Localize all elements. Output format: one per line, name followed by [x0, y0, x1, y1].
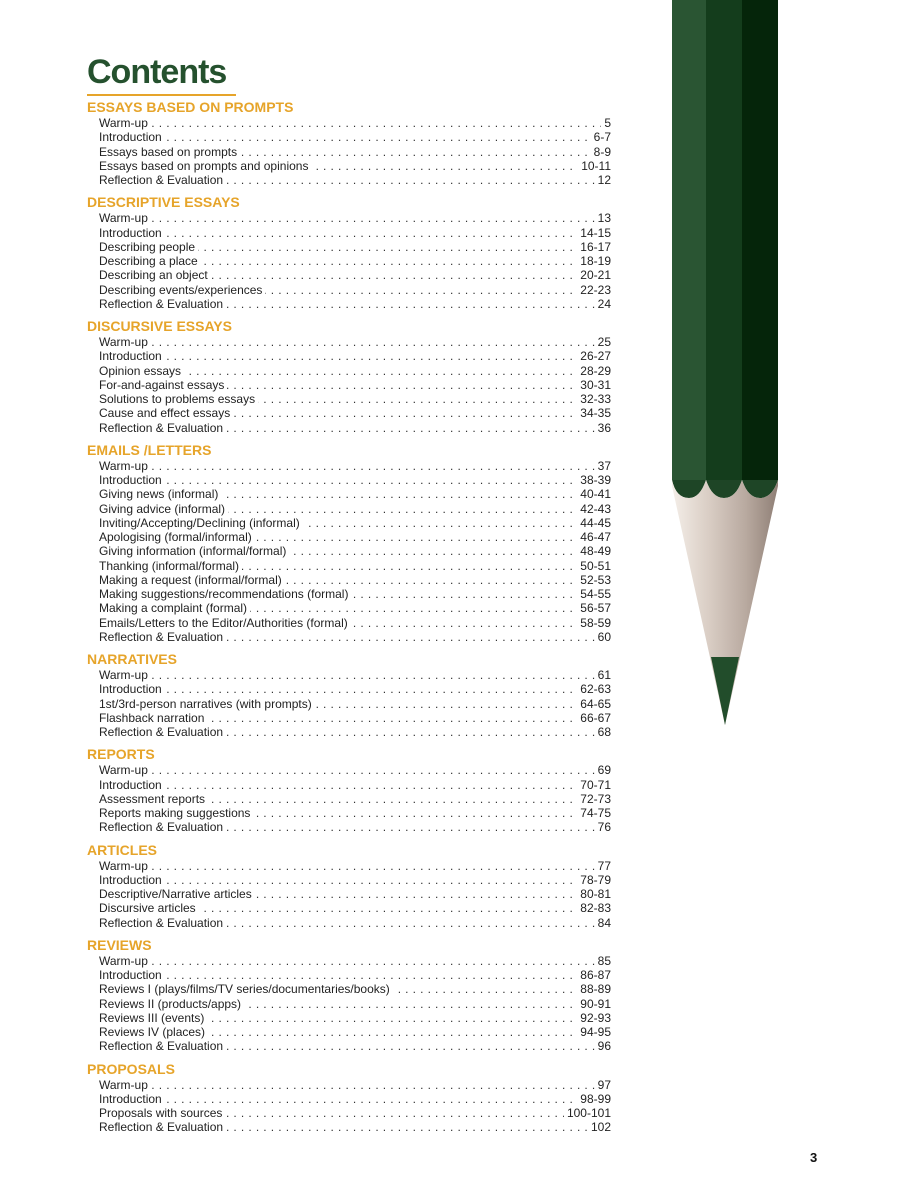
entry-page-number: 32-33 — [577, 392, 611, 406]
entry-page-number: 18-19 — [577, 254, 611, 268]
entry-page-number: 8-9 — [591, 145, 611, 159]
entry-label: Making suggestions/recommendations (formal) — [99, 587, 351, 601]
entry-page-number: 96 — [595, 1039, 611, 1053]
entry-label: Describing an object — [99, 268, 211, 282]
toc-entry — [99, 335, 613, 349]
entry-page-number: 98-99 — [577, 1092, 611, 1106]
entry-page-number: 102 — [588, 1120, 611, 1134]
entry-page-number: 13 — [595, 211, 611, 225]
entry-page-number: 80-81 — [577, 887, 611, 901]
toc-entry — [99, 616, 613, 630]
toc-section — [87, 441, 613, 644]
entry-page-number: 10-11 — [578, 159, 611, 173]
entry-label: Reflection & Evaluation — [99, 630, 226, 644]
toc-entry — [99, 364, 613, 378]
section-heading: ESSAYS BASED ON PROMPTS — [87, 99, 294, 115]
toc-entry — [99, 1120, 613, 1134]
pencil-illustration — [660, 0, 790, 740]
toc-entry — [99, 630, 613, 644]
entry-label: Warm-up — [99, 335, 151, 349]
entry-page-number: 20-21 — [577, 268, 611, 282]
toc-entry — [99, 954, 613, 968]
entry-label: Reviews I (plays/films/TV series/documentaries/books) — [99, 982, 393, 996]
entry-label: Descriptive/Narrative articles — [99, 887, 255, 901]
toc-entry — [99, 711, 613, 725]
entry-page-number: 12 — [595, 173, 611, 187]
section-heading: DISCURSIVE ESSAYS — [87, 318, 232, 334]
entry-label: Warm-up — [99, 954, 151, 968]
entry-label: Describing events/experiences — [99, 283, 265, 297]
entry-label: Introduction — [99, 130, 165, 144]
section-heading: PROPOSALS — [87, 1060, 175, 1077]
page-title: Contents — [87, 53, 227, 91]
entry-label: Reflection & Evaluation — [99, 297, 226, 311]
toc-entry — [99, 459, 613, 473]
section-heading: REVIEWS — [87, 936, 152, 953]
toc-section — [87, 193, 613, 311]
entry-page-number: 77 — [595, 859, 611, 873]
entry-label: Essays based on prompts — [99, 145, 240, 159]
toc-entry — [99, 820, 613, 834]
section-heading: NARRATIVES — [87, 651, 177, 667]
toc-entry — [99, 297, 613, 311]
entry-page-number: 72-73 — [577, 792, 611, 806]
toc-entry — [99, 473, 613, 487]
entry-label: Introduction — [99, 968, 165, 982]
toc-entry — [99, 725, 613, 739]
entry-page-number: 82-83 — [577, 901, 611, 915]
toc-section — [87, 650, 613, 739]
entry-page-number: 100-101 — [564, 1106, 611, 1120]
entry-page-number: 76 — [595, 820, 611, 834]
section-heading: REPORTS — [87, 746, 155, 763]
toc-entry — [99, 530, 613, 544]
entry-label: Warm-up — [99, 116, 151, 130]
entry-page-number: 38-39 — [577, 473, 611, 487]
toc-entry — [99, 1092, 613, 1106]
toc-section — [87, 317, 613, 435]
table-of-contents — [87, 98, 613, 1141]
toc-entry — [99, 997, 613, 1011]
entry-label: Describing a place — [99, 254, 201, 268]
toc-section — [87, 98, 613, 187]
entry-label: Introduction — [99, 473, 165, 487]
entry-label: Emails/Letters to the Editor/Authorities (formal) — [99, 616, 351, 630]
entry-label: Reviews II (products/apps) — [99, 997, 244, 1011]
entry-page-number: 36 — [595, 421, 611, 435]
entry-label: Warm-up — [99, 763, 151, 777]
entry-label: Flashback narration — [99, 711, 207, 725]
entry-page-number: 85 — [595, 954, 611, 968]
entry-label: Reflection & Evaluation — [99, 421, 226, 435]
entry-page-number: 62-63 — [577, 682, 611, 696]
toc-section — [87, 745, 613, 834]
entry-label: Making a complaint (formal) — [99, 601, 250, 615]
entry-page-number: 60 — [595, 630, 611, 644]
entry-page-number: 26-27 — [577, 349, 611, 363]
entry-page-number: 6-7 — [591, 130, 611, 144]
toc-entry — [99, 349, 613, 363]
toc-section — [87, 936, 613, 1054]
entry-label: Introduction — [99, 226, 165, 240]
toc-entry — [99, 145, 613, 159]
toc-entry — [99, 697, 613, 711]
entry-label: Reviews III (events) — [99, 1011, 207, 1025]
entry-label: Thanking (informal/formal) — [99, 559, 242, 573]
page-number: 3 — [810, 1150, 818, 1165]
entry-label: Giving advice (informal) — [99, 502, 228, 516]
entry-label: Apologising (formal/informal) — [99, 530, 255, 544]
toc-entry — [99, 668, 613, 682]
toc-entry — [99, 859, 613, 873]
entry-page-number: 61 — [595, 668, 611, 682]
entry-page-number: 14-15 — [577, 226, 611, 240]
entry-label: Solutions to problems essays — [99, 392, 258, 406]
entry-label: Giving information (informal/formal) — [99, 544, 289, 558]
entry-page-number: 16-17 — [577, 240, 611, 254]
toc-entry — [99, 1011, 613, 1025]
entry-page-number: 37 — [595, 459, 611, 473]
toc-entry — [99, 406, 613, 420]
toc-section — [87, 841, 613, 930]
toc-entry — [99, 421, 613, 435]
toc-entry — [99, 1078, 613, 1092]
title-underline — [87, 94, 236, 96]
entry-label: For-and-against essays — [99, 378, 227, 392]
toc-entry — [99, 806, 613, 820]
entry-label: Reflection & Evaluation — [99, 820, 226, 834]
toc-entry — [99, 116, 613, 130]
entry-label: Inviting/Accepting/Declining (informal) — [99, 516, 303, 530]
entry-page-number: 68 — [595, 725, 611, 739]
entry-label: Essays based on prompts and opinions — [99, 159, 311, 173]
entry-label: Warm-up — [99, 1078, 151, 1092]
toc-entry — [99, 968, 613, 982]
toc-entry — [99, 601, 613, 615]
entry-page-number: 25 — [595, 335, 611, 349]
entry-label: Making a request (informal/formal) — [99, 573, 285, 587]
entry-page-number: 28-29 — [577, 364, 611, 378]
entry-page-number: 64-65 — [577, 697, 611, 711]
entry-page-number: 24 — [595, 297, 611, 311]
entry-label: Reflection & Evaluation — [99, 1039, 226, 1053]
entry-label: Reports making suggestions — [99, 806, 253, 820]
entry-page-number: 69 — [595, 763, 611, 777]
entry-label: Introduction — [99, 349, 165, 363]
toc-entry — [99, 173, 613, 187]
toc-entry — [99, 792, 613, 806]
entry-label: Reflection & Evaluation — [99, 725, 226, 739]
toc-entry — [99, 763, 613, 777]
toc-entry — [99, 544, 613, 558]
entry-label: Warm-up — [99, 459, 151, 473]
entry-page-number: 54-55 — [577, 587, 611, 601]
entry-label: Introduction — [99, 682, 165, 696]
toc-entry — [99, 887, 613, 901]
entry-label: Describing people — [99, 240, 198, 254]
entry-label: Reviews IV (places) — [99, 1025, 208, 1039]
entry-page-number: 70-71 — [577, 778, 611, 792]
toc-entry — [99, 1039, 613, 1053]
toc-entry — [99, 559, 613, 573]
entry-page-number: 92-93 — [577, 1011, 611, 1025]
toc-entry — [99, 502, 613, 516]
entry-label: Discursive articles — [99, 901, 199, 915]
toc-entry — [99, 211, 613, 225]
entry-page-number: 94-95 — [577, 1025, 611, 1039]
entry-page-number: 74-75 — [577, 806, 611, 820]
entry-label: Warm-up — [99, 211, 151, 225]
entry-page-number: 88-89 — [577, 982, 611, 996]
entry-label: Opinion essays — [99, 364, 184, 378]
section-heading: ARTICLES — [87, 841, 157, 858]
toc-entry — [99, 1025, 613, 1039]
toc-entry — [99, 283, 613, 297]
toc-entry — [99, 378, 613, 392]
toc-entry — [99, 916, 613, 930]
entry-page-number: 90-91 — [577, 997, 611, 1011]
entry-label: Warm-up — [99, 859, 151, 873]
toc-entry — [99, 130, 613, 144]
toc-entry — [99, 873, 613, 887]
entry-label: Giving news (informal) — [99, 487, 221, 501]
toc-entry — [99, 982, 613, 996]
entry-page-number: 86-87 — [577, 968, 611, 982]
entry-page-number: 46-47 — [577, 530, 611, 544]
toc-entry — [99, 587, 613, 601]
entry-page-number: 5 — [601, 116, 611, 130]
entry-page-number: 22-23 — [577, 283, 611, 297]
toc-entry — [99, 516, 613, 530]
toc-entry — [99, 1106, 613, 1120]
entry-page-number: 48-49 — [577, 544, 611, 558]
entry-page-number: 84 — [595, 916, 611, 930]
entry-label: Introduction — [99, 778, 165, 792]
entry-page-number: 52-53 — [577, 573, 611, 587]
entry-page-number: 58-59 — [577, 616, 611, 630]
entry-label: Reflection & Evaluation — [99, 916, 226, 930]
section-heading: DESCRIPTIVE ESSAYS — [87, 194, 240, 211]
entry-page-number: 30-31 — [577, 378, 611, 392]
toc-entry — [99, 487, 613, 501]
entry-label: Introduction — [99, 873, 165, 887]
toc-entry — [99, 901, 613, 915]
entry-label: Proposals with sources — [99, 1106, 225, 1120]
toc-entry — [99, 226, 613, 240]
toc-entry — [99, 682, 613, 696]
entry-page-number: 42-43 — [577, 502, 611, 516]
toc-entry — [99, 392, 613, 406]
entry-label: Cause and effect essays — [99, 406, 233, 420]
entry-label: Assessment reports — [99, 792, 208, 806]
entry-page-number: 97 — [595, 1078, 611, 1092]
entry-label: Reflection & Evaluation — [99, 1120, 226, 1134]
toc-section — [87, 1060, 613, 1135]
toc-entry — [99, 254, 613, 268]
toc-entry — [99, 240, 613, 254]
toc-entry — [99, 268, 613, 282]
section-heading: EMAILS /LETTERS — [87, 441, 212, 458]
entry-label: 1st/3rd-person narratives (with prompts) — [99, 697, 315, 711]
entry-page-number: 40-41 — [577, 487, 611, 501]
entry-page-number: 66-67 — [577, 711, 611, 725]
entry-page-number: 44-45 — [577, 516, 611, 530]
entry-label: Reflection & Evaluation — [99, 173, 226, 187]
entry-page-number: 56-57 — [577, 601, 611, 615]
entry-label: Warm-up — [99, 668, 151, 682]
entry-label: Introduction — [99, 1092, 165, 1106]
toc-entry — [99, 159, 613, 173]
toc-entry — [99, 778, 613, 792]
toc-entry — [99, 573, 613, 587]
entry-page-number: 78-79 — [577, 873, 611, 887]
entry-page-number: 50-51 — [577, 559, 611, 573]
entry-page-number: 34-35 — [577, 406, 611, 420]
